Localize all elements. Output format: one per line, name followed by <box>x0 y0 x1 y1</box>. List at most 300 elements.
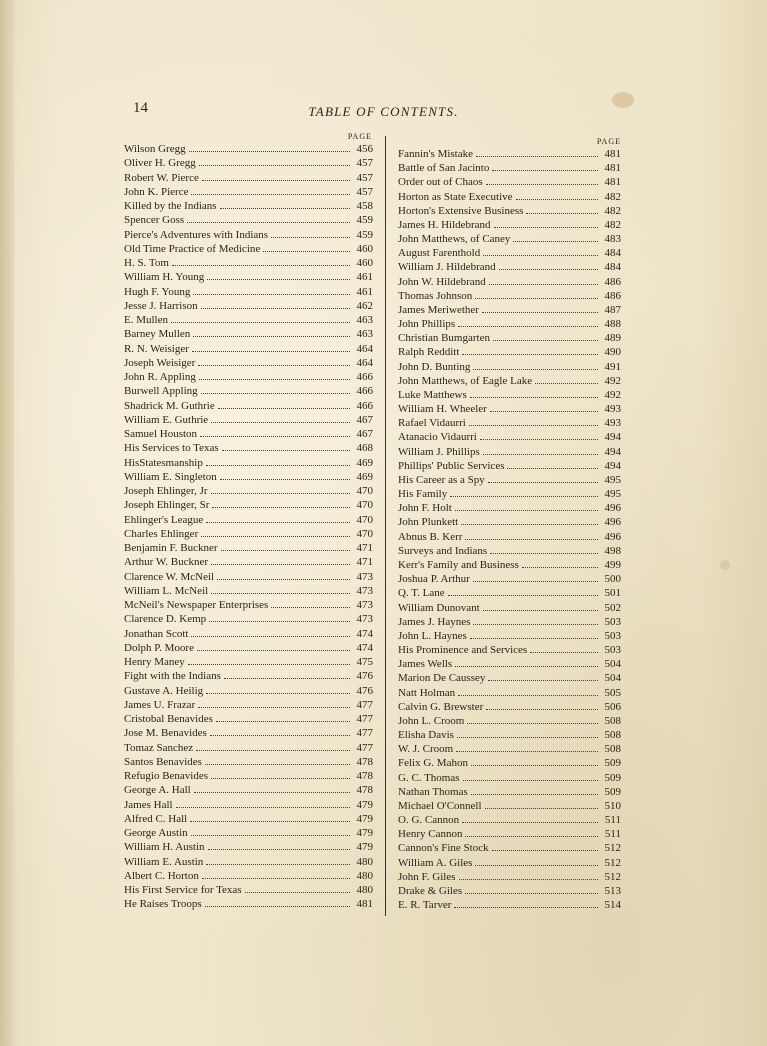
dot-leader <box>485 800 598 809</box>
entry-page-number: 498 <box>604 544 621 557</box>
dot-leader <box>245 884 350 893</box>
entry-page-number: 481 <box>604 176 621 189</box>
dot-leader <box>499 261 598 270</box>
entry-title: H. S. Tom <box>124 257 169 269</box>
toc-entry <box>398 147 621 161</box>
entry-page-number: 491 <box>604 360 621 373</box>
entry-title: William Dunovant <box>398 601 480 614</box>
toc-entry <box>124 384 373 398</box>
entry-title: James U. Frazar <box>124 698 196 711</box>
entry-page-number: 460 <box>356 242 373 255</box>
entry-page-number: 470 <box>356 485 373 497</box>
dot-leader <box>263 243 350 252</box>
entry-page-number: 480 <box>356 869 373 882</box>
toc-entry <box>398 345 621 359</box>
entry-title: John Matthews, of Eagle Lake <box>398 374 533 387</box>
dot-leader <box>206 514 350 523</box>
contents-column-left <box>124 132 373 912</box>
entry-title: Old Time Practice of Medicine <box>124 242 261 255</box>
entry-page-number: 494 <box>604 431 621 444</box>
entry-title: Benjamin F. Buckner <box>124 542 218 554</box>
entry-title: James Wells <box>398 658 453 671</box>
dot-leader <box>450 488 598 497</box>
entry-title: Clarence W. McNeil <box>124 570 215 583</box>
entry-page-number: 479 <box>356 827 373 839</box>
entry-page-number: 496 <box>604 530 621 543</box>
dot-leader <box>490 545 598 554</box>
entry-title: His Services to Texas <box>124 442 219 455</box>
dot-leader <box>473 361 598 370</box>
dot-leader <box>199 157 350 166</box>
dot-leader <box>190 813 350 822</box>
entry-title: Drake & Giles <box>398 884 463 897</box>
dot-leader <box>457 729 598 738</box>
toc-entry <box>124 840 373 854</box>
entry-title: Jesse J. Harrison <box>124 299 198 312</box>
entry-page-number: 511 <box>604 814 621 827</box>
toc-entry <box>124 256 373 270</box>
dot-leader <box>205 898 350 907</box>
toc-entry <box>124 612 373 626</box>
toc-entry <box>124 185 373 199</box>
toc-entry <box>124 299 373 313</box>
toc-entry <box>398 515 621 529</box>
entry-page-number: 509 <box>604 771 621 784</box>
toc-entry <box>124 812 373 826</box>
toc-entry <box>124 441 373 455</box>
toc-entry <box>398 530 621 544</box>
dot-leader <box>271 229 350 238</box>
dot-leader <box>458 318 598 327</box>
dot-leader <box>197 642 350 651</box>
toc-entry <box>124 726 373 740</box>
dot-leader <box>222 442 350 451</box>
entry-page-number: 487 <box>604 303 621 316</box>
toc-entry <box>124 313 373 327</box>
entry-page-number: 466 <box>356 371 373 383</box>
entry-title: Order out of Chaos <box>398 176 483 189</box>
toc-entry <box>124 598 373 612</box>
entry-title: Kerr's Family and Business <box>398 558 519 571</box>
dot-leader <box>490 403 598 412</box>
entry-title: John L. Haynes <box>398 629 467 642</box>
entry-page-number: 509 <box>604 757 621 770</box>
entry-page-number: 461 <box>356 271 373 284</box>
dot-leader <box>271 599 350 608</box>
dot-leader <box>198 699 350 708</box>
toc-entry <box>124 755 373 769</box>
entry-title: William E. Austin <box>124 855 204 868</box>
dot-leader <box>202 172 350 181</box>
entry-title: Ralph Redditt <box>398 346 460 359</box>
entry-page-number: 509 <box>604 785 621 798</box>
entry-page-number: 484 <box>604 247 621 260</box>
entry-page-number: 481 <box>604 162 621 175</box>
entry-page-number: 480 <box>356 855 373 868</box>
entry-page-number: 476 <box>356 670 373 683</box>
dot-leader <box>191 186 350 195</box>
dot-leader <box>454 899 598 908</box>
dot-leader <box>201 385 350 394</box>
entry-title: Henry Maney <box>124 656 185 668</box>
entry-title: Thomas Johnson <box>398 289 473 302</box>
entry-title: Hugh F. Young <box>124 285 191 298</box>
toc-entry <box>124 199 373 213</box>
entry-title: E. Mullen <box>124 314 168 326</box>
dot-leader <box>471 786 598 795</box>
entry-title: Michael O'Connell <box>398 799 482 812</box>
entry-title: Albert C. Horton <box>124 869 199 882</box>
entry-title: Jose M. Benavides <box>124 727 207 740</box>
entry-page-number: 512 <box>604 870 621 883</box>
toc-entry <box>124 327 373 341</box>
entry-page-number: 479 <box>356 798 373 811</box>
toc-entry <box>398 714 621 728</box>
entry-title: Felix G. Mahon <box>398 757 468 770</box>
toc-entry <box>398 756 621 770</box>
toc-entry <box>124 641 373 655</box>
dot-leader <box>535 375 598 384</box>
toc-entry <box>398 841 621 855</box>
entry-page-number: 481 <box>356 898 373 911</box>
dot-leader <box>194 784 350 793</box>
entry-title: John L. Croom <box>398 714 465 727</box>
dot-leader <box>465 828 598 837</box>
entry-title: William H. Young <box>124 271 205 284</box>
dot-leader <box>492 842 598 851</box>
dot-leader <box>188 656 350 665</box>
dot-leader <box>469 417 598 426</box>
entry-title: John Phillips <box>398 318 456 331</box>
entry-title: William E. Singleton <box>124 470 217 483</box>
entry-title: O. G. Cannon <box>398 814 460 827</box>
entry-page-number: 473 <box>356 584 373 597</box>
dot-leader <box>448 587 598 596</box>
toc-entry <box>124 285 373 299</box>
dot-leader <box>459 871 599 880</box>
entry-page-number: 464 <box>356 342 373 355</box>
toc-entry <box>398 374 621 388</box>
toc-entry <box>398 175 621 189</box>
dot-leader <box>507 460 598 469</box>
entry-page-number: 478 <box>356 784 373 797</box>
toc-entry <box>398 799 621 813</box>
entry-page-number: 467 <box>356 413 373 426</box>
entry-page-number: 457 <box>356 171 373 184</box>
dot-leader <box>201 528 350 537</box>
toc-entry <box>398 771 621 785</box>
toc-entry <box>398 487 621 501</box>
entry-title: Joshua P. Arthur <box>398 573 470 586</box>
entry-title: McNeil's Newspaper Enterprises <box>124 599 269 611</box>
entry-page-number: 486 <box>604 275 621 288</box>
entry-page-number: 470 <box>356 499 373 512</box>
entry-title: William E. Guthrie <box>124 413 209 426</box>
entry-page-number: 503 <box>604 644 621 657</box>
dot-leader <box>492 162 598 171</box>
entry-page-number: 482 <box>604 204 621 217</box>
toc-entry <box>398 728 621 742</box>
entry-title: Santos Benavides <box>124 755 202 768</box>
toc-entry <box>124 399 373 413</box>
dot-leader <box>202 870 350 879</box>
toc-entry <box>398 629 621 643</box>
toc-entry <box>398 204 621 218</box>
entry-page-number: 492 <box>604 388 621 401</box>
entry-page-number: 464 <box>356 356 373 369</box>
dot-leader <box>486 176 598 185</box>
toc-entry <box>398 246 621 260</box>
entry-page-number: 474 <box>356 627 373 640</box>
dot-leader <box>461 516 598 525</box>
toc-entry <box>398 544 621 558</box>
entry-title: Pierce's Adventures with Indians <box>124 228 269 241</box>
toc-entry <box>124 342 373 356</box>
entry-title: William L. McNeil <box>124 584 209 597</box>
dot-leader <box>210 727 350 736</box>
toc-entry <box>124 213 373 227</box>
toc-entry <box>398 671 621 685</box>
entry-page-number: 477 <box>356 698 373 711</box>
entry-title: Atanacio Vidaurri <box>398 431 477 444</box>
entry-page-number: 479 <box>356 841 373 854</box>
toc-entry <box>398 572 621 586</box>
entry-title: George A. Hall <box>124 784 191 797</box>
dot-leader <box>475 857 598 866</box>
entry-page-number: 496 <box>604 502 621 515</box>
dot-leader <box>462 346 598 355</box>
entry-title: William A. Giles <box>398 856 473 869</box>
toc-entry <box>124 356 373 370</box>
entry-page-number: 469 <box>356 456 373 469</box>
entry-page-number: 457 <box>356 157 373 170</box>
toc-entry <box>398 700 621 714</box>
entry-title: Joseph Ehlinger, Jr <box>124 485 208 497</box>
toc-entry <box>124 855 373 869</box>
toc-entry <box>124 655 373 669</box>
entry-page-number: 483 <box>604 233 621 246</box>
entry-title: HisStatesmanship <box>124 456 203 469</box>
entry-title: John K. Pierce <box>124 185 189 198</box>
toc-entry <box>398 686 621 700</box>
entry-title: Elisha Davis <box>398 729 454 742</box>
toc-entry <box>124 541 373 555</box>
dot-leader <box>211 770 350 779</box>
dot-leader <box>488 474 598 483</box>
entry-title: Jonathan Scott <box>124 627 189 640</box>
entry-list-left <box>124 142 373 912</box>
entry-page-number: 478 <box>356 755 373 768</box>
toc-entry <box>124 698 373 712</box>
dot-leader <box>494 219 598 228</box>
dot-leader <box>212 499 350 508</box>
entry-page-number: 482 <box>604 218 621 231</box>
entry-title: Ehlinger's League <box>124 513 204 526</box>
entry-title: John F. Holt <box>398 502 452 515</box>
dot-leader <box>193 328 350 337</box>
entry-title: R. N. Weisiger <box>124 342 189 355</box>
entry-page-number: 512 <box>604 856 621 869</box>
entry-page-number: 469 <box>356 470 373 483</box>
dot-leader <box>211 585 350 594</box>
dot-leader <box>526 205 598 214</box>
toc-entry <box>398 402 621 416</box>
entry-page-number: 477 <box>356 727 373 740</box>
toc-entry <box>124 171 373 185</box>
dot-leader <box>471 757 598 766</box>
entry-page-number: 490 <box>604 346 621 359</box>
dot-leader <box>187 214 350 223</box>
entry-title: William J. Hildebrand <box>398 261 496 274</box>
entry-title: Battle of San Jacinto <box>398 162 490 175</box>
dot-leader <box>486 701 598 710</box>
entry-title: Joseph Weisiger <box>124 356 196 369</box>
entry-page-number: 502 <box>604 601 621 614</box>
entry-title: Killed by the Indians <box>124 200 217 212</box>
entry-page-number: 459 <box>356 214 373 227</box>
toc-entry <box>124 627 373 641</box>
toc-entry <box>398 416 621 430</box>
dot-leader <box>467 715 598 724</box>
entry-title: Clarence D. Kemp <box>124 613 207 626</box>
toc-entry <box>398 161 621 175</box>
entry-title: James J. Haynes <box>398 615 471 628</box>
contents-column-right <box>398 137 621 912</box>
toc-entry <box>398 884 621 898</box>
entry-page-number: 466 <box>356 399 373 412</box>
running-title: TABLE OF CONTENTS. <box>308 104 459 119</box>
entry-page-number: 481 <box>604 148 621 160</box>
entry-title: Burwell Appling <box>124 385 198 398</box>
dot-leader <box>470 389 598 398</box>
entry-page-number: 459 <box>356 228 373 241</box>
toc-entry <box>124 897 373 911</box>
entry-page-number: 486 <box>604 289 621 302</box>
entry-title: His Family <box>398 488 448 501</box>
dot-leader <box>480 431 598 440</box>
entry-page-number: 513 <box>604 884 621 897</box>
entry-page-number: 495 <box>604 473 621 486</box>
toc-entry <box>124 156 373 170</box>
toc-entry <box>124 513 373 527</box>
entry-page-number: 510 <box>604 799 621 812</box>
toc-entry <box>124 684 373 698</box>
toc-entry <box>124 669 373 683</box>
entry-title: He Raises Troops <box>124 898 202 911</box>
dot-leader <box>463 772 598 781</box>
toc-entry <box>124 242 373 256</box>
dot-leader <box>209 613 350 622</box>
entry-page-number: 463 <box>356 314 373 326</box>
toc-entry <box>398 275 621 289</box>
toc-entry <box>124 456 373 470</box>
entry-title: Samuel Houston <box>124 428 198 440</box>
entry-title: Calvin G. Brewster <box>398 700 484 713</box>
entry-title: William H. Austin <box>124 841 205 854</box>
toc-entry <box>398 657 621 671</box>
entry-title: Barney Mullen <box>124 328 191 341</box>
entry-title: Fight with the Indians <box>124 670 221 683</box>
dot-leader <box>193 286 350 295</box>
dot-leader <box>211 556 350 565</box>
entry-page-number: 457 <box>356 185 373 198</box>
toc-entry <box>398 430 621 444</box>
toc-entry <box>124 869 373 883</box>
entry-title: His Prominence and Services <box>398 644 528 657</box>
entry-page-number: 493 <box>604 403 621 416</box>
entry-title: Dolph P. Moore <box>124 641 194 654</box>
dot-leader <box>208 841 350 850</box>
entry-title: Gustave A. Heilig <box>124 684 204 697</box>
entry-page-number: 473 <box>356 570 373 583</box>
toc-entry <box>124 783 373 797</box>
toc-entry <box>124 142 373 156</box>
entry-title: Arthur W. Buckner <box>124 556 209 569</box>
toc-entry <box>398 813 621 827</box>
entry-page-number: 505 <box>604 686 621 699</box>
toc-entry <box>398 260 621 274</box>
toc-entry <box>124 741 373 755</box>
entry-title: His Career as a Spy <box>398 473 485 486</box>
toc-entry <box>398 473 621 487</box>
entry-title: Phillips' Public Services <box>398 459 505 472</box>
entry-page-number: 496 <box>604 516 621 529</box>
toc-entry <box>124 584 373 598</box>
entry-title: John W. Hildebrand <box>398 275 486 288</box>
entry-page-number: 514 <box>604 899 621 912</box>
toc-entry <box>124 570 373 584</box>
entry-page-number: 480 <box>356 884 373 896</box>
entry-page-number: 503 <box>604 615 621 628</box>
toc-entry <box>398 218 621 232</box>
dot-leader <box>172 257 350 266</box>
dot-leader <box>483 247 598 256</box>
entry-title: Charles Ehlinger <box>124 527 199 540</box>
entry-page-number: 475 <box>356 656 373 668</box>
column-divider <box>385 136 386 916</box>
entry-title: John D. Bunting <box>398 360 471 373</box>
entry-title: Christian Bumgarten <box>398 332 490 345</box>
entry-page-number: 479 <box>356 812 373 825</box>
toc-entry <box>398 190 621 204</box>
entry-title: John Matthews, of Caney <box>398 233 511 246</box>
entry-page-number: 494 <box>604 459 621 472</box>
toc-entry <box>398 459 621 473</box>
entry-list-right <box>398 147 621 912</box>
toc-entry <box>124 470 373 484</box>
entry-page-number: 456 <box>356 143 373 155</box>
toc-entry <box>398 586 621 600</box>
dot-leader <box>176 799 350 808</box>
entry-title: Wilson Gregg <box>124 143 186 155</box>
entry-title: Cannon's Fine Stock <box>398 842 489 855</box>
toc-entry <box>398 232 621 246</box>
entry-page-number: 471 <box>356 556 373 569</box>
entry-page-number: 488 <box>604 318 621 331</box>
dot-leader <box>220 471 350 480</box>
entry-page-number: 458 <box>356 200 373 212</box>
dot-leader <box>191 628 350 637</box>
entry-title: Henry Cannon <box>398 828 463 841</box>
entry-title: Rafael Vidaurri <box>398 417 466 430</box>
dot-leader <box>218 400 350 409</box>
entry-title: Refugio Benavides <box>124 770 209 782</box>
entry-page-number: 504 <box>604 658 621 671</box>
entry-page-number: 482 <box>604 190 621 203</box>
dot-leader <box>220 200 350 209</box>
toc-entry <box>398 870 621 884</box>
dot-leader <box>171 314 350 323</box>
